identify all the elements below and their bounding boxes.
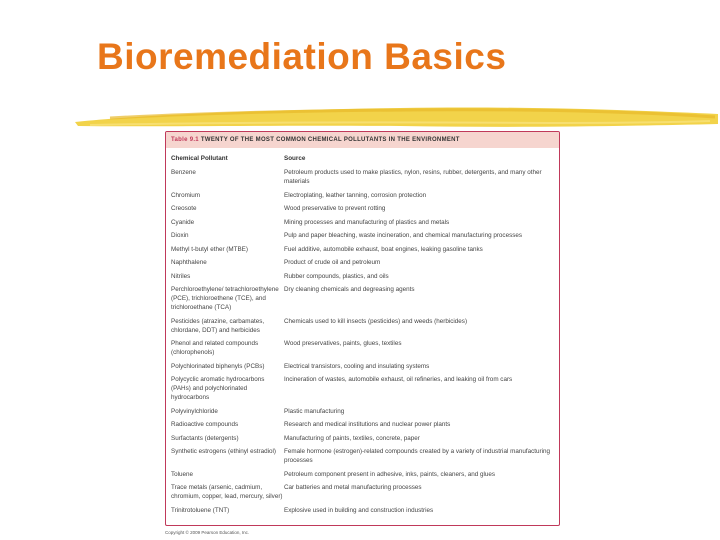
source-cell: Wood preservatives, paints, glues, textiles <box>284 340 402 347</box>
source-cell: Electroplating, leather tanning, corrosion protection <box>284 191 427 199</box>
table-row <box>166 337 559 360</box>
table-row <box>166 256 559 270</box>
table-row <box>166 243 559 257</box>
source-cell: Explosive used in building and construction industries <box>284 506 434 514</box>
table-row <box>166 283 559 315</box>
table-row <box>166 432 559 446</box>
table-row <box>166 229 559 243</box>
pollutant-cell: Synthetic estrogens (ethinyl estradiol) <box>171 448 276 455</box>
source-cell: Female hormone (estrogen)-related compounds created by a variety of industrial manufacturing processes <box>284 448 551 464</box>
source-cell: Mining processes and manufacturing of plastics and metals <box>284 218 450 226</box>
yellow-brush-stroke-divider <box>70 100 720 134</box>
table-row <box>166 166 559 189</box>
table-row <box>166 270 559 284</box>
source-cell: Chemicals used to kill insects (pesticides) and weeds (herbicides) <box>284 317 468 325</box>
table-row <box>166 418 559 432</box>
table-row <box>166 189 559 203</box>
source-cell: Petroleum products used to make plastics, nylon, resins, rubber, detergents, and many other materials <box>284 169 542 185</box>
source-cell: Incineration of wastes, automobile exhaust, oil refineries, and leaking oil from cars <box>284 376 513 383</box>
source-cell: Car batteries and metal manufacturing processes <box>284 484 422 491</box>
source-cell: Petroleum component present in adhesive, inks, paints, cleaners, and glues <box>284 470 496 478</box>
table-caption-text: TWENTY OF THE MOST COMMON CHEMICAL POLLUTANTS IN THE ENVIRONMENT <box>200 137 460 143</box>
table-row <box>166 216 559 230</box>
table-caption <box>166 132 559 148</box>
table-row <box>166 373 559 405</box>
pollutants-table <box>165 131 560 526</box>
source-cell: Plastic manufacturing <box>284 407 345 415</box>
pollutant-cell: Trinitrotoluene (TNT) <box>171 506 230 514</box>
slide-title: Bioremediation Basics <box>97 36 507 77</box>
pollutant-cell: Chromium <box>171 191 201 199</box>
pollutant-cell: Methyl t-butyl ether (MTBE) <box>171 245 248 253</box>
pollutant-cell: Polychlorinated biphenyls (PCBs) <box>171 362 265 370</box>
table-row <box>166 360 559 374</box>
pollutant-cell: Creosote <box>171 205 197 212</box>
table-row <box>166 468 559 482</box>
pollutant-cell: Polycyclic aromatic hydrocarbons (PAHs) and polychlorinated hydrocarbons <box>171 376 265 401</box>
source-cell: Product of crude oil and petroleum <box>284 259 381 266</box>
source-cell: Pulp and paper bleaching, waste incineration, and chemical manufacturing processes <box>284 232 523 239</box>
pollutant-cell: Cyanide <box>171 218 195 226</box>
source-cell: Manufacturing of paints, textiles, concrete, paper <box>284 434 420 442</box>
source-cell: Wood preservative to prevent rotting <box>284 205 386 212</box>
table-row <box>166 315 559 338</box>
pollutant-cell: Nitriles <box>171 272 191 280</box>
header-chemical-pollutant: Chemical Pollutant <box>171 155 228 162</box>
source-cell: Fuel additive, automobile exhaust, boat engines, leaking gasoline tanks <box>284 245 483 253</box>
table-row <box>166 504 559 518</box>
pollutant-cell: Phenol and related compounds (chlorophenols) <box>171 340 259 356</box>
pollutant-cell: Polyvinylchloride <box>171 407 218 415</box>
table-row <box>166 202 559 216</box>
source-cell: Electrical transistors, cooling and insulating systems <box>284 362 430 370</box>
pollutant-cell: Trace metals (arsenic, cadmium, chromium, copper, lead, mercury, silver) <box>171 484 283 500</box>
pollutant-cell: Toluene <box>171 470 194 478</box>
copyright-notice: Copyright © 2009 Pearson Education, Inc. <box>165 530 250 535</box>
pollutant-cell: Benzene <box>171 169 196 176</box>
pollutant-cell: Pesticides (atrazine, carbamates, chlordane, DDT) and herbicides <box>171 317 265 334</box>
pollutant-cell: Naphthalene <box>171 259 207 266</box>
pollutant-cell: Radioactive compounds <box>171 421 239 428</box>
table-row <box>166 481 559 504</box>
pollutant-cell: Dioxin <box>171 232 189 239</box>
table-row <box>166 405 559 419</box>
pollutant-cell: Surfactants (detergents) <box>171 434 239 442</box>
header-source: Source <box>284 155 306 162</box>
pollutant-cell: Perchloroethylene/ tetrachloroethylene (PCE), trichloroethene (TCE), and trichloroethane (TCA) <box>171 286 279 311</box>
table-number: Table 9.1 <box>171 137 199 143</box>
source-cell: Dry cleaning chemicals and degreasing agents <box>284 286 415 293</box>
source-cell: Rubber compounds, plastics, and oils <box>284 272 389 280</box>
table-row <box>166 445 559 468</box>
source-cell: Research and medical institutions and nuclear power plants <box>284 421 451 428</box>
table-header-row <box>166 152 559 166</box>
